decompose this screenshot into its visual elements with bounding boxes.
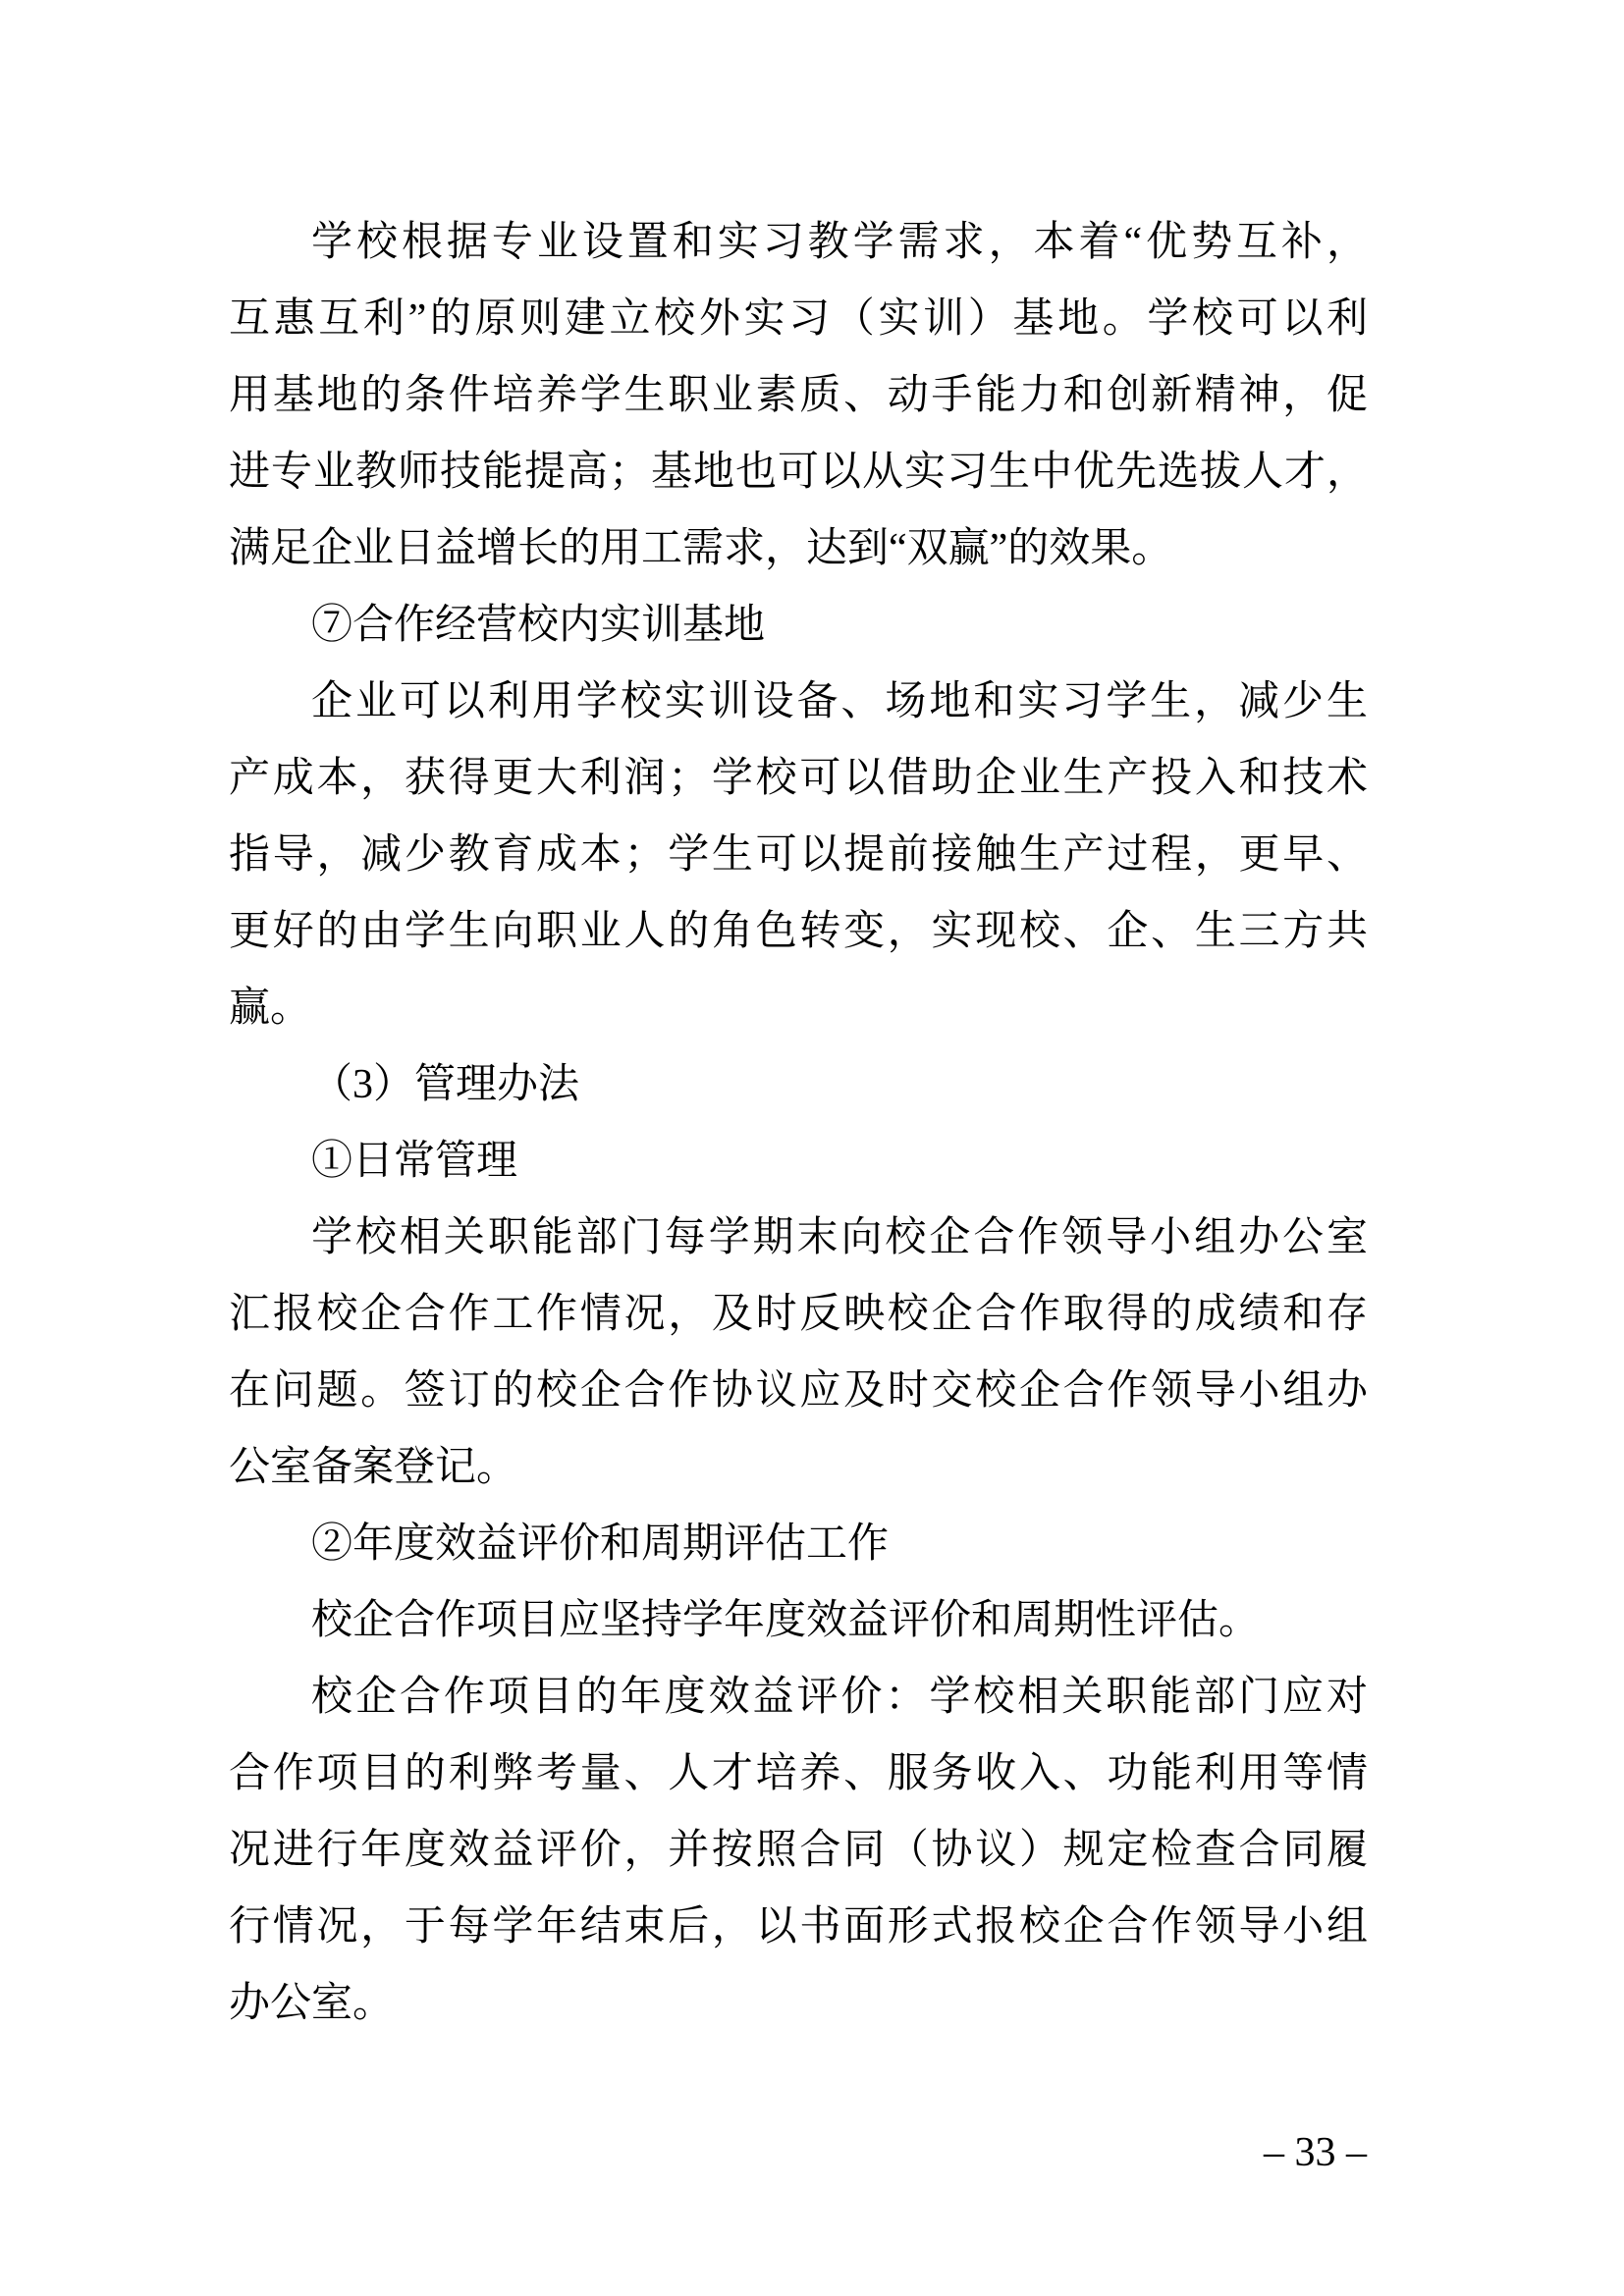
section-heading-line: ②年度效益评价和周期评估工作 <box>311 1522 890 1567</box>
text-line: 公室备案登记。 <box>229 1445 518 1490</box>
text-line: 产成本，获得更大利润；学校可以借助企业生产投入和技术 <box>229 756 1368 801</box>
text-line: 企业可以利用学校实训设备、场地和实习学生，减少生 <box>311 679 1368 724</box>
section-heading-line: （3）管理办法 <box>311 1062 580 1107</box>
text-line: 学校相关职能部门每学期末向校企合作领导小组办公室 <box>311 1215 1368 1260</box>
page-number: – 33 – <box>1264 2130 1367 2175</box>
text-line: 更好的由学生向职业人的角色转变，实现校、企、生三方共 <box>229 909 1368 954</box>
text-line: 互惠互利”的原则建立校外实习（实训）基地。学校可以利 <box>229 296 1368 342</box>
text-line: 进专业教师技能提高；基地也可以从实习生中优先选拔人才， <box>229 450 1368 495</box>
document-body <box>229 204 1368 2042</box>
text-line: 赢。 <box>229 986 312 1031</box>
text-line: 校企合作项目应坚持学年度效益评价和周期性评估。 <box>311 1598 1261 1643</box>
text-line: 满足企业日益增长的用工需求，达到“双赢”的效果。 <box>229 526 1173 571</box>
text-line: 用基地的条件培养学生职业素质、动手能力和创新精神，促 <box>229 373 1368 418</box>
text-line: 办公室。 <box>229 1981 395 2026</box>
text-line: 行情况，于每学年结束后，以书面形式报校企合作领导小组 <box>229 1904 1368 1949</box>
text-line: 学校根据专业设置和实习教学需求，本着“优势互补， <box>311 220 1368 265</box>
text-line: 校企合作项目的年度效益评价：学校相关职能部门应对 <box>311 1675 1368 1720</box>
text-line: 况进行年度效益评价，并按照合同（协议）规定检查合同履 <box>229 1828 1368 1873</box>
text-line: 合作项目的利弊考量、人才培养、服务收入、功能利用等情 <box>229 1751 1368 1796</box>
section-heading-line: ⑦合作经营校内实训基地 <box>311 603 766 648</box>
text-line: 指导，减少教育成本；学生可以提前接触生产过程，更早、 <box>229 832 1368 878</box>
text-line: 汇报校企合作工作情况，及时反映校企合作取得的成绩和存 <box>229 1292 1368 1337</box>
section-heading-line: ①日常管理 <box>311 1139 518 1184</box>
text-line: 在问题。签订的校企合作协议应及时交校企合作领导小组办 <box>229 1368 1368 1414</box>
